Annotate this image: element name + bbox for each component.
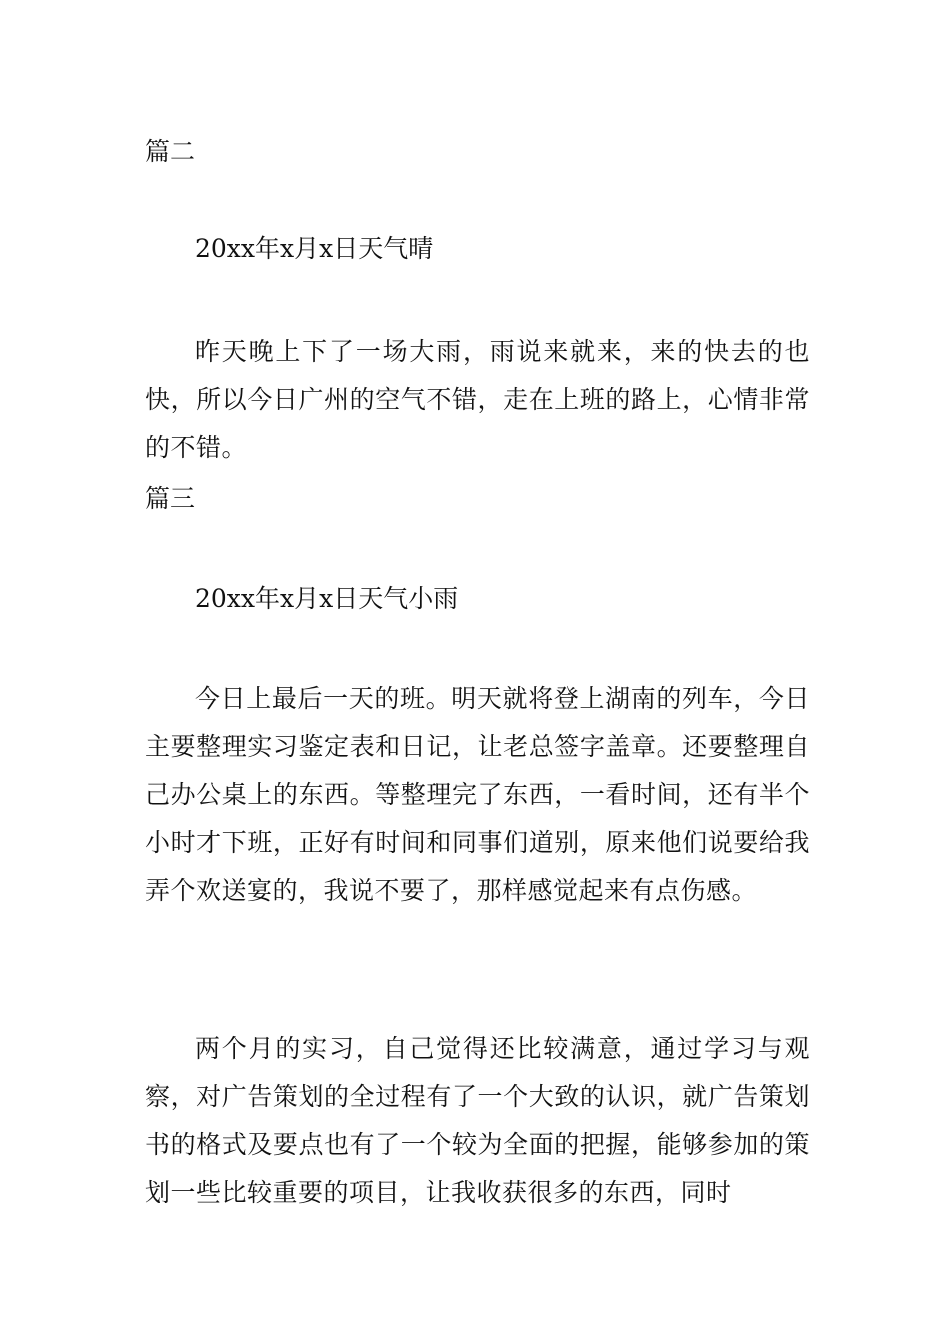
section-heading-2: 篇二 — [145, 137, 196, 166]
section-3-paragraph-1: 今日上最后一天的班。明天就将登上湖南的列车，今日主要整理实习鉴定表和日记，让老总签字盖章。还要整理自己办公桌上的东西。等整理完了东西，一看时间，还有半个小时才下班，正好有时间和同事们道别，原来他们说要给我弄个欢送宴的，我说不要了，那样感觉起来有点伤感。 — [145, 684, 810, 905]
section-2-date-line: 20xx年x月x日天气晴 — [195, 234, 434, 263]
section-3-paragraph-2: 两个月的实习，自己觉得还比较满意，通过学习与观察，对广告策划的全过程有了一个大致的认识，就广告策划书的格式及要点也有了一个较为全面的把握，能够参加的策划一些比较重要的项目，让我收获很多的东西，同时 — [145, 1034, 810, 1207]
section-heading-3: 篇三 — [145, 484, 196, 513]
section-3-date-line: 20xx年x月x日天气小雨 — [195, 584, 459, 613]
section-2-paragraph-1: 昨天晚上下了一场大雨，雨说来就来，来的快去的也快，所以今日广州的空气不错，走在上班的路上，心情非常的不错。 — [145, 337, 810, 462]
